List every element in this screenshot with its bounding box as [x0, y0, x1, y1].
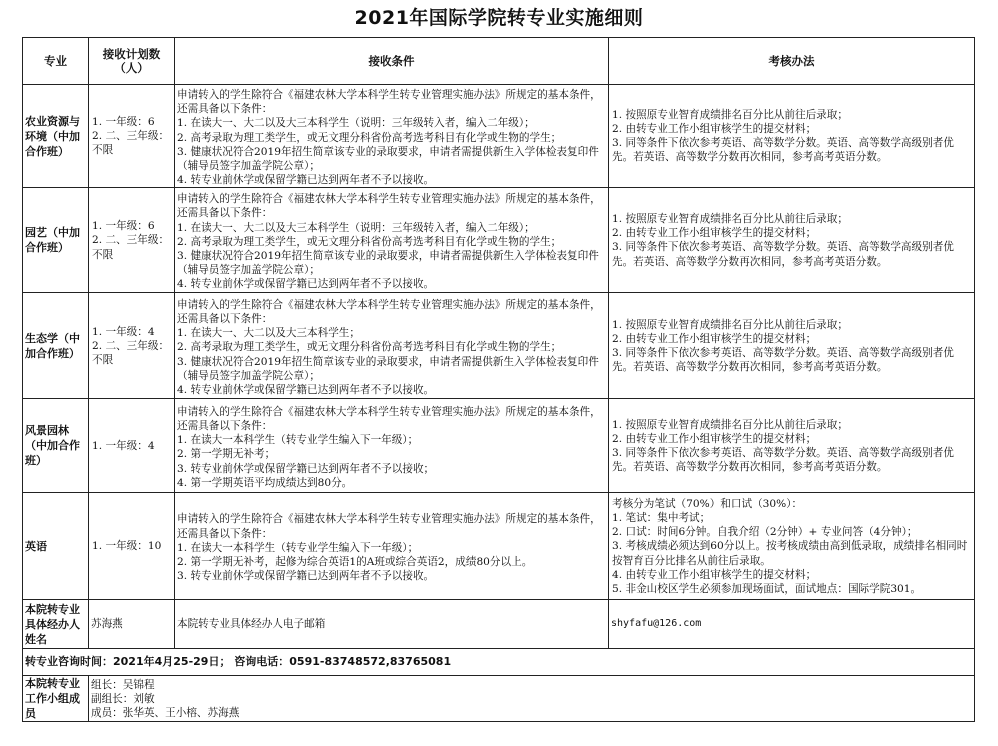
- condition-line: 3. 健康状况符合2019年招生简章该专业的录取要求，申请者需提供新生入学体检表复印件（辅导员签字加盖学院公章）；: [177, 355, 599, 382]
- assessment-line: 2. 由转专业工作小组审核学生的提交材料；: [612, 432, 817, 445]
- condition-line: 1. 在读大一本科学生（转专业学生编入下一年级）；: [177, 434, 419, 447]
- condition-line: 3. 转专业前休学或保留学籍已达到两年者不予以接收。: [177, 570, 435, 583]
- condition-line: 2. 第一学期无补考；: [177, 448, 276, 461]
- assessment-line: 2. 由转专业工作小组审核学生的提交材料；: [612, 227, 817, 240]
- condition-line: 2. 高考录取为理工类学生，或无文理分科省份高考选考科目有化学或生物的学生；: [177, 131, 562, 144]
- contact-row: [23, 600, 975, 649]
- team-row: [23, 676, 975, 722]
- team-deputy: 副组长：刘敏: [91, 692, 155, 705]
- conditions-cell: [175, 293, 609, 399]
- assessment-line: 3. 同等条件下依次参考英语、高等数学分数。英语、高等数学高级别者优先。若英语、高等数学分数再次相同，参考高考英语分数。: [612, 241, 954, 268]
- assessment-cell: [609, 85, 975, 188]
- page-title: 2021年国际学院转专业实施细则: [354, 7, 644, 29]
- condition-line: 4. 转专业前休学或保留学籍已达到两年者不予以接收。: [177, 278, 435, 291]
- contact-email: shyfafu@126.com: [609, 600, 975, 649]
- header-conditions: 接收条件: [175, 38, 609, 85]
- condition-line: 3. 转专业前休学或保留学籍已达到两年者不予以接收；: [177, 462, 435, 475]
- condition-line: 3. 健康状况符合2019年招生简章该专业的录取要求，申请者需提供新生入学体检表复印件（辅导员签字加盖学院公章）；: [177, 250, 599, 277]
- contact-label: 本院转专业具体经办人姓名: [23, 600, 89, 649]
- condition-line: 申请转入的学生除符合《福建农林大学本科学生转专业管理实施办法》所规定的基本条件，还需具备以下条件：: [177, 89, 601, 116]
- major-cell: 生态学（中加合作班）: [23, 293, 89, 399]
- plan-line: 2. 二、三年级：不限: [92, 339, 170, 367]
- assessment-line: 2. 由转专业工作小组审核学生的提交材料；: [612, 332, 817, 345]
- assessment-line: 3. 同等条件下依次参考英语、高等数学分数。英语、高等数学高级别者优先。若英语、高等数学分数再次相同，参考高考英语分数。: [612, 446, 954, 474]
- assessment-line: 2. 口试：时间6分钟。自我介绍（2分钟）+ 专业问答（4分钟）；: [612, 526, 918, 539]
- header-plan: [89, 38, 175, 85]
- assessment-line: 1. 按照原专业智育成绩排名百分比从前往后录取；: [612, 213, 848, 226]
- condition-line: 4. 第一学期英语平均成绩达到80分。: [177, 476, 353, 489]
- plan-line: 1. 一年级：6: [92, 220, 155, 233]
- table-row: [23, 188, 975, 293]
- assessment-line: 2. 由转专业工作小组审核学生的提交材料；: [612, 123, 817, 135]
- consult-text: 转专业咨询时间：2021年4月25-29日； 咨询电话：0591-83748572,83765081: [23, 649, 975, 676]
- team-members: [89, 676, 975, 722]
- assessment-line: 3. 同等条件下依次参考英语、高等数学分数。英语、高等数学高级别者优先。若英语、高等数学分数再次相同，参考高考英语分数。: [612, 346, 954, 374]
- conditions-cell: [175, 399, 609, 493]
- plan-line: 1. 一年级：4: [92, 439, 155, 452]
- plan-cell: [89, 188, 175, 293]
- assessment-line: 3. 同等条件下依次参考英语、高等数学分数。英语、高等数学高级别者优先。若英语、高等数学分数再次相同，参考高考英语分数。: [612, 137, 954, 164]
- assessment-line: 1. 按照原专业智育成绩排名百分比从前往后录取；: [612, 318, 848, 331]
- header-assessment: 考核办法: [609, 38, 975, 85]
- plan-cell: [89, 293, 175, 399]
- condition-line: 申请转入的学生除符合《福建农林大学本科学生转专业管理实施办法》所规定的基本条件，还需具备以下条件：: [177, 405, 601, 433]
- conditions-cell: [175, 493, 609, 600]
- major-cell: 农业资源与环境（中加合作班）: [23, 85, 89, 188]
- assessment-line: 3. 考核成绩必须达到60分以上。按考核成绩由高到低录取，成绩排名相同时按智育百分比排名从前往后录取。: [612, 540, 968, 567]
- assessment-line: 1. 按照原专业智育成绩排名百分比从前往后录取；: [612, 418, 848, 431]
- plan-line: 1. 一年级：10: [92, 540, 162, 553]
- assessment-line: 4. 由转专业工作小组审核学生的提交材料；: [612, 568, 817, 581]
- assessment-cell: [609, 293, 975, 399]
- header-plan-line1: 接收计划数: [102, 46, 161, 61]
- condition-line: 3. 健康状况符合2019年招生简章该专业的录取要求，申请者需提供新生入学体检表复印件（辅导员签字加盖学院公章）；: [177, 145, 599, 173]
- consult-row: [23, 649, 975, 676]
- plan-cell: [89, 493, 175, 600]
- plan-cell: [89, 399, 175, 493]
- assessment-line: 1. 按照原专业智育成绩排名百分比从前往后录取；: [612, 108, 848, 121]
- table-row: [23, 399, 975, 493]
- plan-line: 2. 二、三年级：不限: [92, 130, 170, 157]
- condition-line: 2. 高考录取为理工类学生，或无文理分科省份高考选考科目有化学或生物的学生；: [177, 235, 562, 248]
- team-leader: 组长：吴锦程: [91, 678, 155, 691]
- assessment-cell: [609, 188, 975, 293]
- condition-line: 申请转入的学生除符合《福建农林大学本科学生转专业管理实施办法》所规定的基本条件，还需具备以下条件：: [177, 298, 601, 325]
- table-row: [23, 493, 975, 600]
- table-row: [23, 85, 975, 188]
- assessment-line: 考核分为笔试（70%）和口试（30%）：: [612, 497, 803, 510]
- major-cell: 风景园林（中加合作班）: [23, 399, 89, 493]
- transfer-rules-table: [22, 37, 975, 722]
- condition-line: 4. 转专业前休学或保留学籍已达到两年者不予以接收。: [177, 383, 435, 396]
- condition-line: 申请转入的学生除符合《福建农林大学本科学生转专业管理实施办法》所规定的基本条件，还需具备以下条件：: [177, 193, 601, 220]
- assessment-line: 1. 笔试：集中考试；: [612, 511, 711, 524]
- header-major: 专业: [23, 38, 89, 85]
- plan-line: 2. 二、三年级：不限: [92, 234, 170, 261]
- major-cell: 英语: [23, 493, 89, 600]
- assessment-cell: [609, 493, 975, 600]
- condition-line: 2. 高考录取为理工类学生，或无文理分科省份高考选考科目有化学或生物的学生；: [177, 341, 562, 354]
- condition-line: 2. 第一学期无补考，起修为综合英语1的A班或综合英语2，成绩80分以上。: [177, 556, 533, 569]
- condition-line: 1. 在读大一、大二以及大三本科学生（说明：三年级转入者，编入二年级）；: [177, 221, 535, 234]
- header-row: [23, 38, 975, 85]
- condition-line: 1. 在读大一、大二以及大三本科学生（说明：三年级转入者，编入二年级）；: [177, 117, 535, 130]
- plan-line: 1. 一年级：4: [92, 325, 155, 338]
- team-members-list: 成员：张华英、王小榕、苏海燕: [91, 706, 240, 719]
- major-cell: 园艺（中加合作班）: [23, 188, 89, 293]
- condition-line: 4. 转专业前休学或保留学籍已达到两年者不予以接收。: [177, 174, 435, 187]
- contact-name: 苏海燕: [89, 600, 175, 649]
- plan-line: 1. 一年级：6: [92, 115, 155, 128]
- condition-line: 1. 在读大一本科学生（转专业学生编入下一年级）；: [177, 541, 419, 554]
- assessment-line: 5. 非金山校区学生必须参加现场面试，面试地点：国际学院301。: [612, 582, 922, 595]
- contact-email-label: 本院转专业具体经办人电子邮箱: [175, 600, 609, 649]
- condition-line: 1. 在读大一、大二以及大三本科学生；: [177, 327, 360, 340]
- plan-cell: [89, 85, 175, 188]
- assessment-cell: [609, 399, 975, 493]
- header-plan-line2: （人）: [114, 61, 149, 75]
- conditions-cell: [175, 85, 609, 188]
- team-label: 本院转专业工作小组成员: [23, 676, 89, 722]
- conditions-cell: [175, 188, 609, 293]
- table-row: [23, 293, 975, 399]
- condition-line: 申请转入的学生除符合《福建农林大学本科学生转专业管理实施办法》所规定的基本条件，还需具备以下条件：: [177, 513, 601, 540]
